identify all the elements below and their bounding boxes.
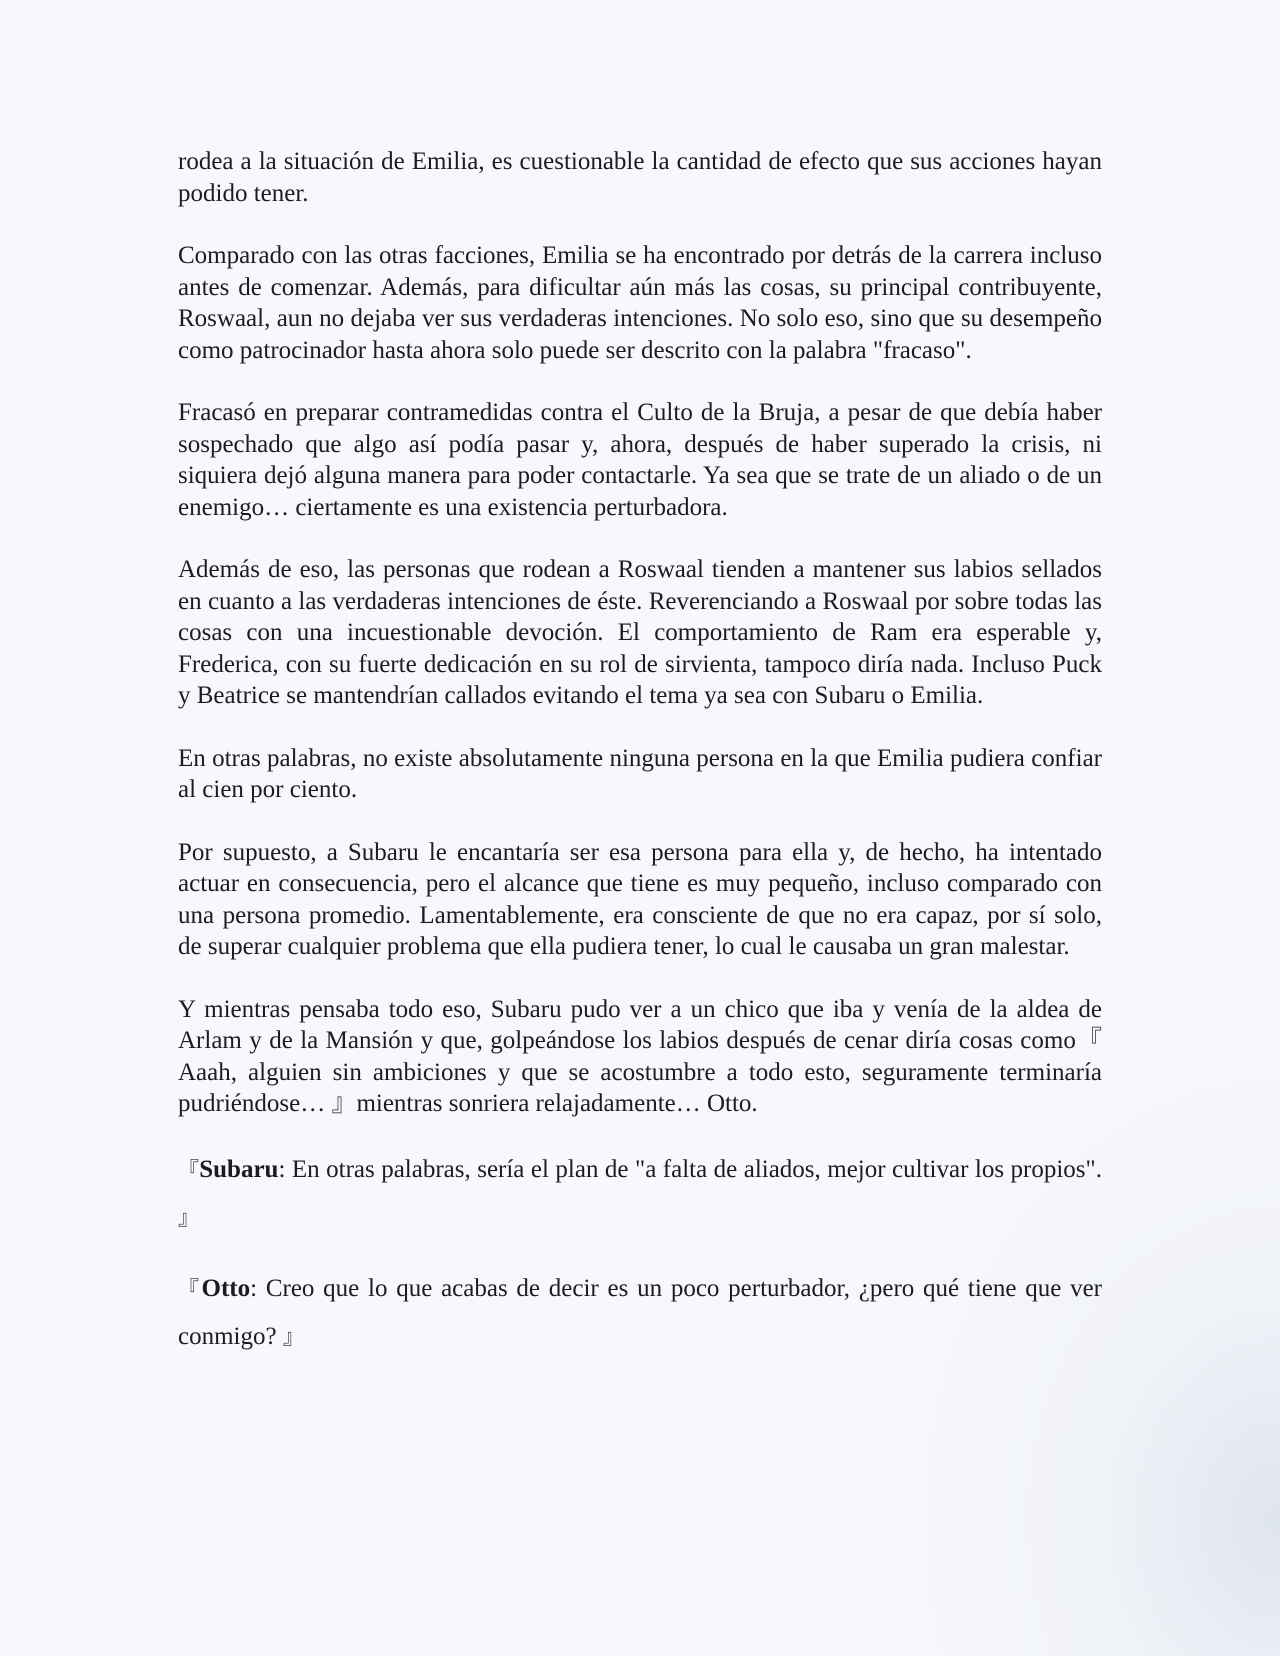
dialogue-text: : En otras palabras, sería el plan de "a falta de aliados, mejor cultivar los propios". <box>278 1155 1102 1183</box>
open-quote-mark: 『 <box>178 1157 200 1182</box>
paragraph-2: Comparado con las otras facciones, Emilia se ha encontrado por detrás de la carrera incluso antes de comenzar. Además, para dificultar aún más las cosas, su principal contribuyente, Roswaal, aun no dejaba ver sus verdaderas intenciones. No solo eso, sino que su desempeño como patrocinador hasta ahora solo puede ser descrito con la palabra "fracaso". <box>178 242 1102 364</box>
dialogue-otto <box>178 1265 1102 1361</box>
close-quote-mark: 』 <box>282 1324 304 1349</box>
speaker-name: Otto <box>201 1274 251 1302</box>
close-quote-mark: 』 <box>178 1205 199 1230</box>
dialogue-text: : Creo que lo que acabas de decir es un poco perturbador, ¿pero qué tiene que ver conmigo? <box>178 1274 1103 1350</box>
paragraph-7: Y mientras pensaba todo eso, Subaru pudo ver a un chico que iba y venía de la aldea de Arlam y de la Mansión y que, golpeándose los labios después de cenar diría cosas como『 Aaah, alguien sin ambiciones y que se acostumbre a todo esto, seguramente terminaría pudriéndose… 』mientras sonriera relajadamente… Otto. <box>178 995 1102 1117</box>
paragraph-4: Además de eso, las personas que rodean a Roswaal tienden a mantener sus labios sellados en cuanto a las verdaderas intenciones de éste. Reverenciando a Roswaal por sobre todas las cosas con una incuestionable devoción. El comportamiento de Ram era esperable y, Frederica, con su fuerte dedicación en su rol de sirvienta, tampoco diría nada. Incluso Puck y Beatrice se mantendrían callados evitando el tema ya sea con Subaru o Emilia. <box>178 556 1102 709</box>
paragraph-6: Por supuesto, a Subaru le encantaría ser esa persona para ella y, de hecho, ha intentado actuar en consecuencia, pero el alcance que tiene es muy pequeño, incluso comparado con una persona promedio. Lamentablemente, era consciente de que no era capaz, por sí solo, de superar cualquier problema que ella pudiera tener, lo cual le causaba un gran malestar. <box>178 838 1102 960</box>
document-page <box>178 146 1102 1384</box>
open-quote-mark: 『 <box>178 1276 202 1301</box>
speaker-name: Subaru <box>199 1155 279 1183</box>
paragraph-1: rodea a la situación de Emilia, es cuestionable la cantidad de efecto que sus acciones hayan podido tener. <box>178 148 1102 207</box>
paragraph-3: Fracasó en preparar contramedidas contra el Culto de la Bruja, a pesar de que debía haber sospechado que algo así podía pasar y, ahora, después de haber superado la crisis, ni siquiera dejó alguna manera para poder contactarle. Ya sea que se trate de un aliado o de un enemigo… ciertamente es una existencia perturbadora. <box>178 399 1102 521</box>
dialogue-subaru <box>178 1146 1102 1242</box>
paragraph-5: En otras palabras, no existe absolutamente ninguna persona en la que Emilia pudiera confiar al cien por ciento. <box>178 744 1102 803</box>
